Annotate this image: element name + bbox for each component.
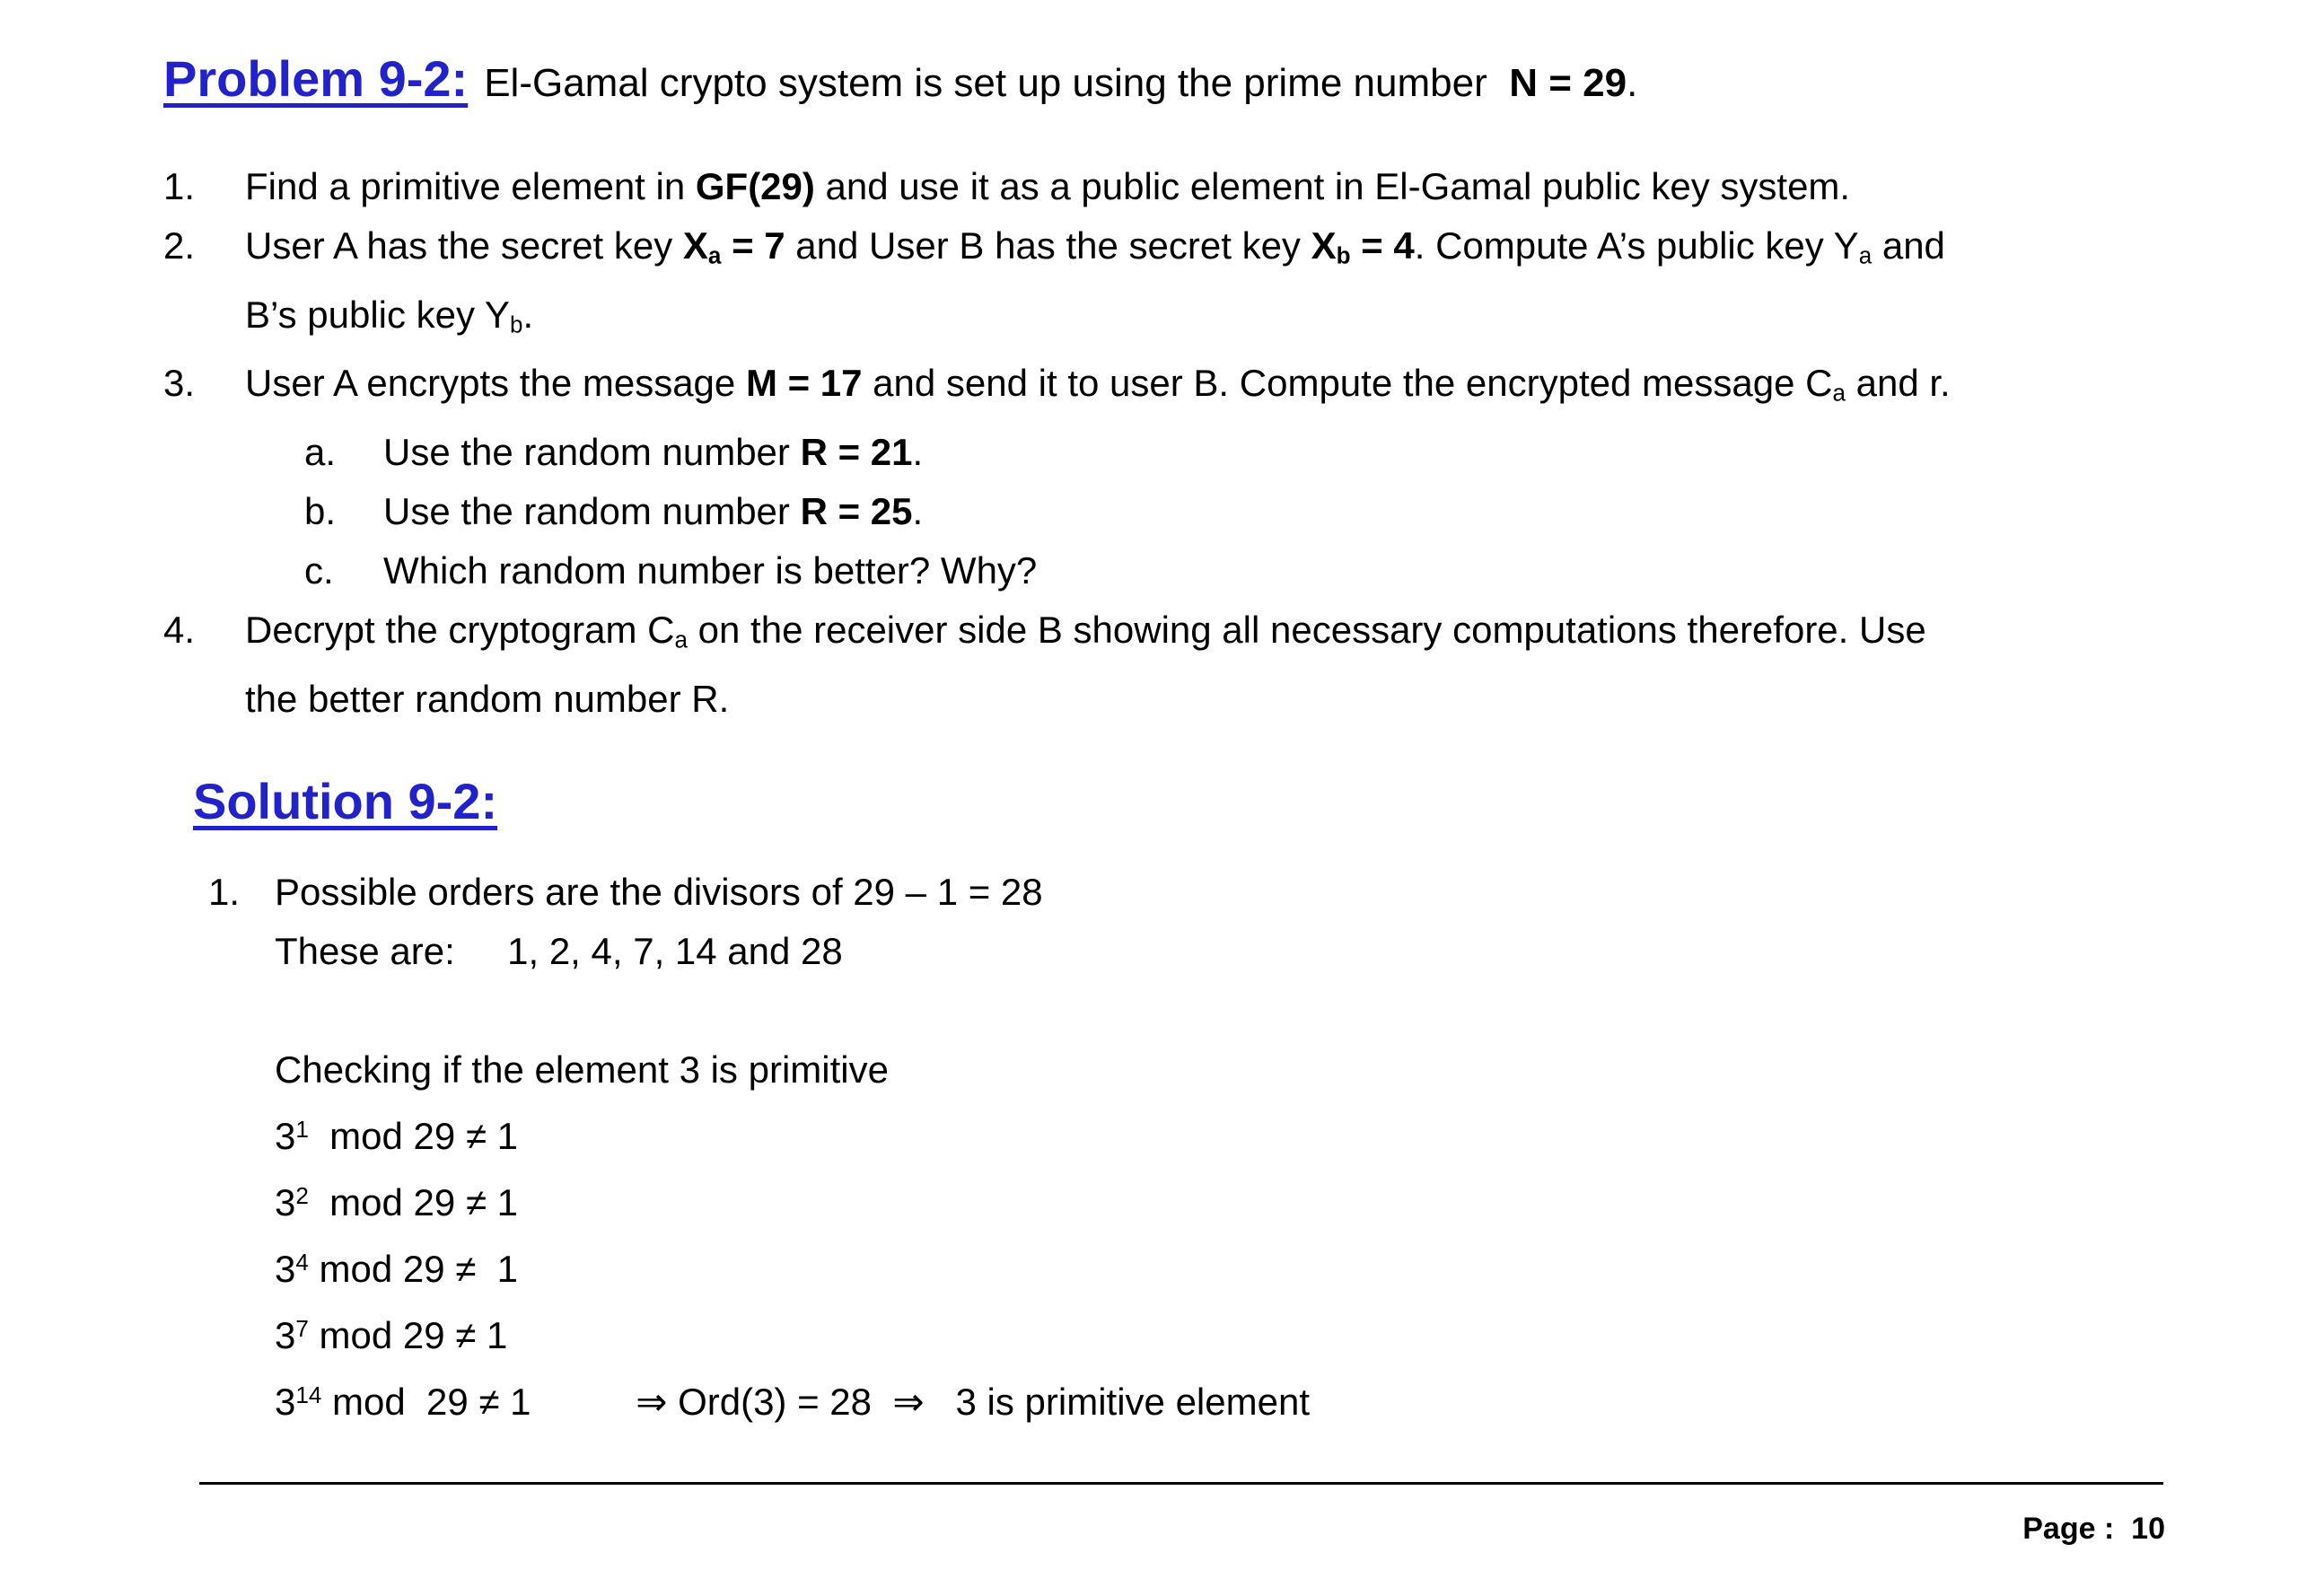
- list-item-text: Which random number is better? Why?: [383, 549, 1038, 592]
- list-marker: 1.: [208, 870, 241, 913]
- solution-text: $3^2$ mod 29 ≠ 1: [275, 1180, 519, 1223]
- solution-line-mod-1: [208, 1100, 2208, 1166]
- problem-item-1: [163, 157, 2208, 216]
- problem-item-2: [163, 216, 2208, 354]
- problem-item-3c: [304, 541, 2208, 601]
- problem-item-4: [163, 601, 2208, 729]
- solution-text: $3^{14}$ mod 29 ≠ 1 ⇒ Ord(3) = 28 ⇒ 3 is primitive element: [275, 1380, 1310, 1423]
- list-marker: a.: [304, 431, 337, 474]
- list-marker: b.: [304, 490, 337, 533]
- list-item-text: Use the random number R = 25.: [383, 490, 924, 533]
- problem-item-3: [163, 354, 2208, 423]
- list-item-text: Use the random number R = 21.: [383, 431, 924, 474]
- list-marker: c.: [304, 549, 334, 592]
- list-marker: 2.: [163, 224, 196, 267]
- solution-text: $3^1$ mod 29 ≠ 1: [275, 1114, 519, 1157]
- solution-line-mod-4: [208, 1232, 2208, 1299]
- solution-line-mod-2: [208, 1166, 2208, 1232]
- solution-heading: Solution 9-2:: [193, 772, 498, 829]
- problem-intro: El-Gamal crypto system is set up using the prime number N = 29.: [484, 61, 1638, 105]
- solution-text: These are: 1, 2, 4, 7, 14 and 28: [275, 929, 843, 972]
- solution-line-divisors: [208, 922, 2208, 981]
- problem-title-line: [163, 49, 2208, 108]
- solution-text: Checking if the element 3 is primitive: [275, 1048, 889, 1091]
- list-item-text: User A encrypts the message M = 17 and send it to user B. Compute the encrypted message $C_a$ and r.: [245, 362, 1951, 408]
- list-item-text: Decrypt the cryptogram $C_a$ on the receiver side B showing all necessary computations therefore. Use the better random number R.: [245, 609, 1926, 720]
- footer-divider: [199, 1482, 2163, 1485]
- solution-text: Possible orders are the divisors of 29 – 1 = 28: [275, 870, 1043, 913]
- solution-text: $3^4$ mod 29 ≠ 1: [275, 1247, 519, 1290]
- list-item-text: Find a primitive element in GF(29) and use it as a public element in El-Gamal public key system.: [245, 165, 1851, 207]
- solution-text: $3^7$ mod 29 ≠ 1: [275, 1313, 508, 1356]
- problem-item-3a: [304, 423, 2208, 482]
- solution-line-orders: [208, 863, 2208, 922]
- list-marker: 1.: [163, 165, 196, 207]
- blank-line: [208, 981, 2208, 1040]
- page-number: Page : 10: [2022, 1512, 2165, 1546]
- solution-body: [208, 863, 2208, 1432]
- list-item-text: User A has the secret key $X_a = 7$ and User B has the secret key $X_b = 4$. Compute A’s public key $Y_a$ and B’s public key $Y_b$.: [245, 224, 1945, 338]
- list-marker: 3.: [163, 362, 196, 405]
- problem-heading: Problem 9-2:: [163, 50, 469, 107]
- solution-line-checking: [208, 1040, 2208, 1100]
- solution-line-mod-14: [208, 1365, 2208, 1432]
- list-marker: 4.: [163, 609, 196, 652]
- problem-item-3b: [304, 482, 2208, 541]
- solution-heading-wrap: [193, 772, 2208, 830]
- solution-line-mod-7: [208, 1299, 2208, 1365]
